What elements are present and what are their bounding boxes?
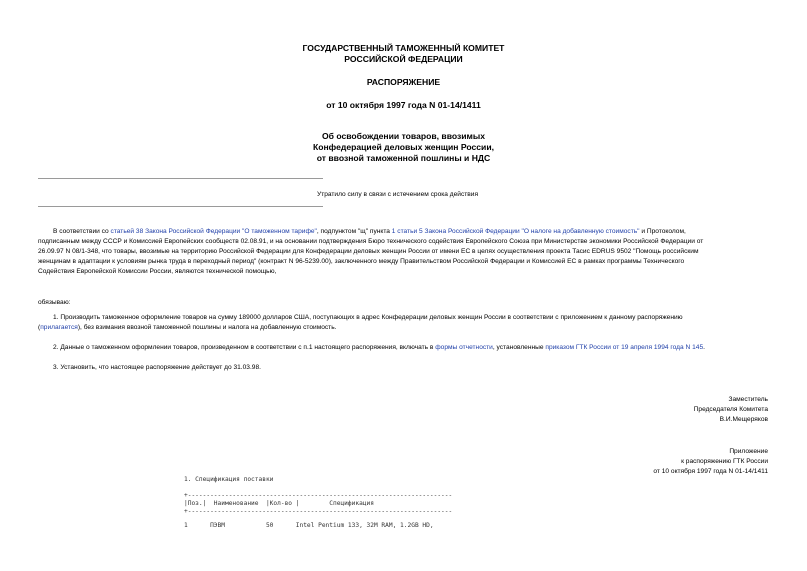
- authority-line-1: ГОСУДАРСТВЕННЫЙ ТАМОЖЕННЫЙ КОМИТЕТ: [302, 43, 505, 53]
- law-vat-link[interactable]: 1 статьи 5 Закона Российской Федерации "О налоге на добавленную стоимость": [391, 228, 640, 235]
- document-title: [0, 131, 807, 164]
- divider-bottom: [38, 206, 323, 207]
- item-2-line: [38, 343, 770, 353]
- appendix-header: [653, 447, 768, 477]
- item-2-text: , установленные: [492, 344, 546, 351]
- item-1-text: ), без взимания ввозной таможенной пошлины и налога на добавленную стоимость.: [77, 324, 337, 331]
- spec-title: 1. Спецификация поставки: [184, 476, 274, 483]
- spec-table-row: 1 ПЭВМ 50 Intel Pentium 133, 32M RAM, 1.2GB HD,: [184, 522, 434, 529]
- law-customs-tariff-link[interactable]: статьей 38 Закона Российской Федерации "О таможенном тарифе": [110, 228, 317, 235]
- item-1-line: [38, 323, 770, 333]
- item-1-line: [38, 313, 770, 323]
- item-3-line: [38, 363, 770, 373]
- signature-position: Заместитель: [728, 396, 768, 403]
- preamble-line: [38, 227, 770, 237]
- preamble-line: 26.09.97 N 08/1-348, что товары, ввозимые на территорию Российской Федерации для Конфедерации деловых женщин России от имени ЕС в целях осуществления проекта Тасис EDRUS 9502 "Помощь российским: [38, 248, 699, 255]
- appendix-link[interactable]: прилагается: [40, 324, 78, 331]
- order-145-link[interactable]: приказом ГТК России от 19 апреля 1994 года N 145: [545, 344, 704, 351]
- title-line-3: от ввозной таможенной пошлины и НДС: [316, 153, 491, 163]
- item-1-text: (: [38, 324, 41, 331]
- item-1: [38, 313, 770, 333]
- authority-line-2: РОССИЙСКОЙ ФЕДЕРАЦИИ: [344, 54, 463, 64]
- preamble-line: женщинам в адаптации к условиям рынка труда в переходный период" (контракт N 96-5239.00), заключенного между Правительством Российской Федерации и Комиссией ЕС в рамках программы Технического: [38, 258, 685, 265]
- item-3-text: 3. Установить, что настоящее распоряжение действует до 31.03.98.: [53, 364, 261, 371]
- preamble-text: и Протоколом,: [639, 228, 686, 235]
- appendix-ref: к распоряжению ГТК России: [681, 458, 768, 465]
- signature-name: В.И.Мещеряков: [719, 416, 768, 423]
- item-3: [38, 363, 770, 373]
- item-2: [38, 343, 770, 353]
- preamble-line: подписанным между СССР и Комиссией Европейских сообществ 02.08.91, и на основании подтверждения Бюро технического содействия Европейского Союза при Министерстве экономики Российской Федерации от: [38, 238, 704, 245]
- preamble: [38, 227, 770, 277]
- title-line-1: Об освобождении товаров, ввозимых: [321, 131, 486, 141]
- issuing-authority: [0, 43, 807, 65]
- document-date: от 10 октября 1997 года N 01-14/1411: [326, 100, 481, 110]
- item-1-text: 1. Производить таможенное оформление товаров на сумму 189000 долларов США, поступающих в адрес Конфедерации деловых женщин России в соответствии с приложением к данному распоряжению: [53, 314, 683, 321]
- spec-table-header: |Поз.| Наименование |Кол-во | Спецификация: [184, 500, 374, 507]
- item-2-text: 2. Данные о таможенном оформлении товаров, произведенном в соответствии с п.1 настоящего распоряжения, включать в: [53, 344, 436, 351]
- signature-block: [694, 395, 768, 425]
- signature-position-2: Председателя Комитета: [693, 406, 768, 413]
- appendix-label: Приложение: [729, 448, 768, 455]
- reporting-forms-link[interactable]: формы отчетности: [435, 344, 493, 351]
- preamble-text: В соответствии со: [53, 228, 111, 235]
- preamble-text: , подпунктом "щ" пункта: [316, 228, 392, 235]
- obligate-word: обязываю:: [38, 299, 71, 306]
- preamble-line: Содействия Европейской Комиссии России, являются технической помощью,: [38, 268, 277, 275]
- spec-table-border-mid: +-----------------------------------------------------------------------: [184, 508, 453, 515]
- document-type: РАСПОРЯЖЕНИЕ: [366, 77, 441, 87]
- status-notice: Утратило силу в связи с истечением срока действия: [317, 191, 479, 198]
- title-line-2: Конфедерацией деловых женщин России,: [313, 142, 494, 152]
- spec-table-border-top: +-----------------------------------------------------------------------: [184, 492, 453, 499]
- appendix-date: от 10 октября 1997 года N 01-14/1411: [653, 468, 768, 475]
- divider-top: [38, 178, 323, 179]
- item-2-text: .: [703, 344, 705, 351]
